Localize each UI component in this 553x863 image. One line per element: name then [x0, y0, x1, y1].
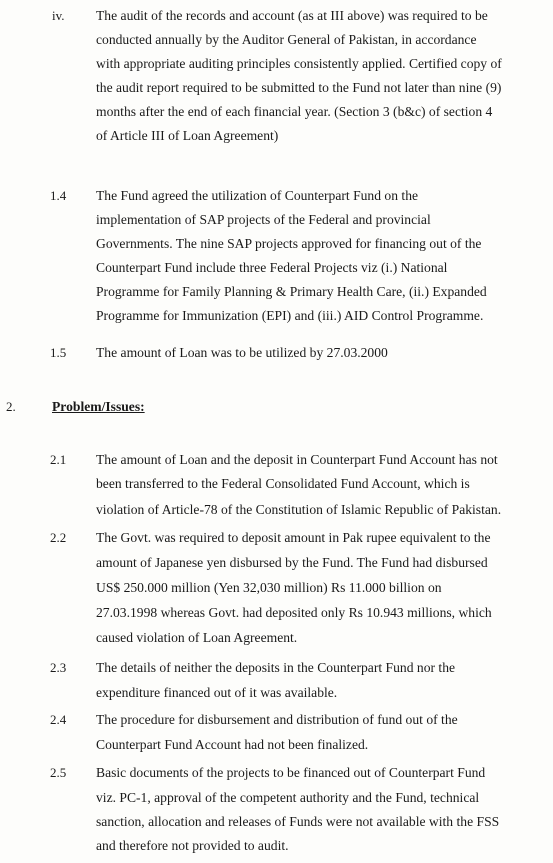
paragraph-line: violation of Article-78 of the Constitution of Islamic Republic of Pakistan. [96, 502, 502, 517]
paragraph-line: viz. PC-1, approval of the competent authority and the Fund, technical [96, 790, 480, 805]
paragraph-line: The amount of Loan and the deposit in Counterpart Fund Account has not [96, 452, 498, 467]
paragraph-line: of Article III of Loan Agreement) [96, 128, 279, 143]
paragraph-line: with appropriate auditing principles consistently applied. Certified copy of [96, 56, 502, 71]
paragraph-line: Counterpart Fund include three Federal Projects viz (i.) National [96, 260, 448, 275]
paragraph-line: 27.03.1998 whereas Govt. had deposited only Rs 10.943 millions, which [96, 605, 492, 620]
paragraph-line: conducted annually by the Auditor General of Pakistan, in accordance [96, 32, 477, 47]
paragraph-line: Counterpart Fund Account had not been finalized. [96, 737, 369, 752]
paragraph-line: The amount of Loan was to be utilized by 27.03.2000 [96, 345, 388, 360]
paragraph-line: the audit report required to be submitted to the Fund not later than nine (9) [96, 80, 502, 95]
paragraph-line: caused violation of Loan Agreement. [96, 630, 298, 645]
paragraph-line: The Govt. was required to deposit amount in Pak rupee equivalent to the [96, 530, 491, 545]
paragraph-line: US$ 250.000 million (Yen 32,030 million) Rs 11.000 billion on [96, 580, 442, 595]
paragraph-line: sanction, allocation and releases of Funds were not available with the FSS [96, 814, 500, 829]
paragraph-line: Governments. The nine SAP projects approved for financing out of the [96, 236, 482, 251]
paragraph-number: 2.4 [50, 712, 67, 727]
paragraph-line: amount of Japanese yen disbursed by the Fund. The Fund had disbursed [96, 555, 488, 570]
paragraph-line: The audit of the records and account (as at III above) was required to be [96, 8, 488, 23]
paragraph-line: Basic documents of the projects to be financed out of Counterpart Fund [96, 765, 486, 780]
paragraph-number: 2.1 [50, 452, 67, 467]
paragraph-line: been transferred to the Federal Consolidated Fund Account, which is [96, 476, 470, 491]
paragraph-line: expenditure financed out of it was available. [96, 685, 338, 700]
paragraph-number: 1.5 [50, 345, 67, 360]
paragraph-number: 2.5 [50, 765, 67, 780]
paragraph-line: Programme for Family Planning & Primary Health Care, (ii.) Expanded [96, 284, 487, 299]
paragraph-number: iv. [52, 8, 65, 23]
paragraph-line: implementation of SAP projects of the Federal and provincial [96, 212, 431, 227]
paragraph-line: The Fund agreed the utilization of Counterpart Fund on the [96, 188, 419, 203]
paragraph-line: and therefore not provided to audit. [96, 838, 289, 853]
paragraph-line: Programme for Immunization (EPI) and (iii.) AID Control Programme. [96, 308, 484, 323]
paragraph-line: The procedure for disbursement and distribution of fund out of the [96, 712, 458, 727]
paragraph-number: 2.3 [50, 660, 67, 675]
section-number: 2. [6, 399, 16, 414]
paragraph-line: The details of neither the deposits in the Counterpart Fund nor the [96, 660, 456, 675]
paragraph-line: months after the end of each financial year. (Section 3 (b&c) of section 4 [96, 104, 493, 119]
paragraph-number: 1.4 [50, 188, 67, 203]
section-heading: Problem/Issues: [52, 399, 145, 414]
paragraph-number: 2.2 [50, 530, 67, 545]
